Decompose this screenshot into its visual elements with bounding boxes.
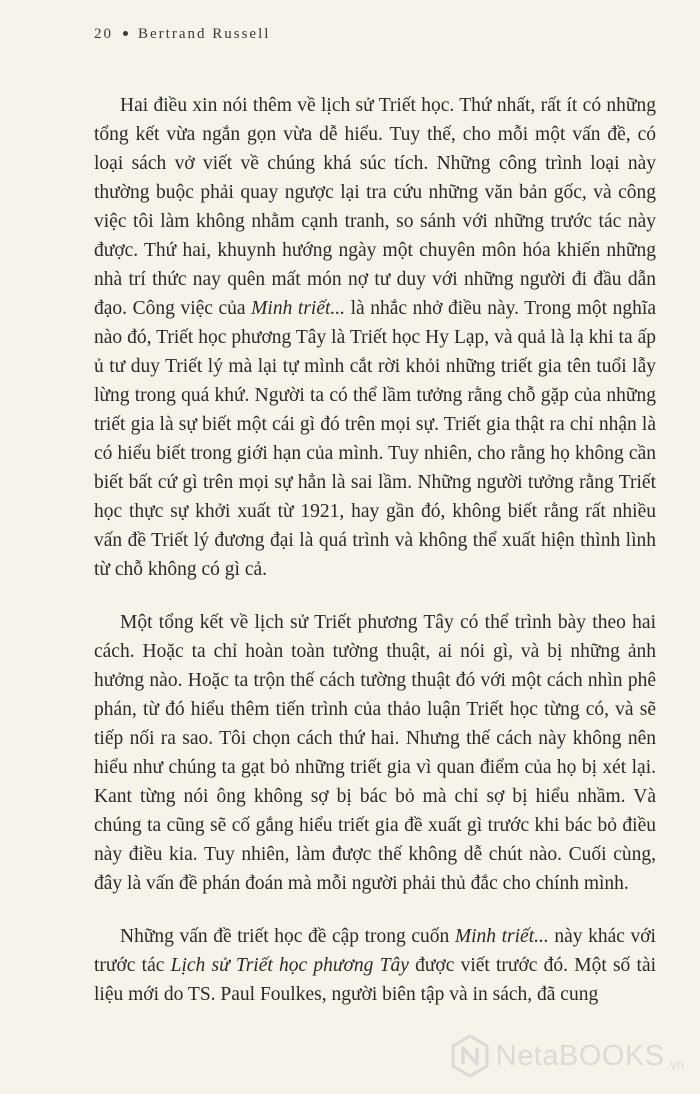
page-number: 20: [94, 26, 113, 42]
paragraph-2: [94, 608, 656, 898]
paragraph-3-text-cont: này khác với trước tác: [94, 926, 656, 976]
author-name: Bertrand Russell: [138, 26, 271, 42]
book-title-italic: Minh triết...: [454, 926, 549, 947]
running-head: [94, 26, 270, 43]
paragraph-1-text-cont: là nhắc nhở điều này. Trong một nghĩa nào đó, Triết học phương Tây là Triết học Hy Lạp, và quả là lạ khi ta ấp ủ tư duy Triết lý mà lại tự mình cắt rời khỏi những triết gia tên tuổi lẫy lừng trong quá khứ. Người ta có thể lầm tưởng rằng chỗ gặp của những triết gia là sự biết một cái gì đó trên mọi sự. Triết gia thật ra chỉ nhận là có hiểu biết trong giới hạn của mình. Tuy nhiên, cho rằng họ không cần biết bất cứ gì trên mọi sự hẳn là sai lầm. Những người tưởng rằng Triết học thực sự khởi xuất từ 1921, hay gần đó, không biết rằng rất nhiều vấn đề Triết lý đương đại là quá trình và không thể xuất hiện thình lình từ chỗ không có gì cả.: [94, 298, 656, 580]
body-text: [94, 91, 656, 1033]
paragraph-3: [94, 922, 656, 1009]
watermark-suffix: .vn: [666, 1057, 684, 1072]
paragraph-1-text: Hai điều xin nói thêm về lịch sử Triết học. Thứ nhất, rất ít có những tổng kết vừa ngắn gọn vừa dễ hiểu. Tuy thế, cho mỗi một vấn đề, có loại sách vở viết về chúng khá súc tích. Những công trình loại này thường buộc phải quay ngược lại tra cứu những văn bản gốc, và công việc tôi làm không nhằm cạnh tranh, so sánh với những trước tác này được. Thứ hai, khuynh hướng ngày một chuyên môn hóa khiến những nhà trí thức nay quên mất món nợ tư duy với những người đi đầu dẫn đạo. Công việc của: [94, 95, 656, 319]
book-title-italic: Minh triết...: [251, 298, 346, 319]
paragraph-3-text: Những vấn đề triết học đề cập trong cuốn: [120, 926, 455, 947]
netabooks-logo-icon: [450, 1034, 490, 1078]
paragraph-2-text: Một tổng kết về lịch sử Triết phương Tây có thể trình bày theo hai cách. Hoặc ta chỉ hoàn toàn tường thuật, ai nói gì, và bị những ảnh hưởng nào. Hoặc ta trộn thế cách tường thuật đó với một cách nhìn phê phán, từ đó hiểu thêm tiến trình của thảo luận Triết học từng có, và sẽ tiếp nối ra sao. Tôi chọn cách thứ hai. Nhưng thế cách này không nên hiểu như chúng ta gạt bỏ những triết gia vì quan điểm của họ bị xét lại. Kant từng nói ông không sợ bị bác bỏ mà chỉ sợ bị hiểu nhầm. Và chúng ta cũng sẽ cố gắng hiểu triết gia đề xuất gì trước khi bác bỏ điều này điều kia. Tuy nhiên, làm được thế không dễ chút nào. Cuối cùng, đây là vấn đề phán đoán mà mỗi người phải thủ đắc cho chính mình.: [94, 612, 656, 894]
paragraph-3-text-end: được viết trước đó. Một số tài liệu mới do TS. Paul Foulkes, người biên tập và in sách, đã cung: [94, 955, 657, 1005]
bullet-separator: [123, 31, 128, 36]
paragraph-1: [94, 91, 656, 584]
book-title-italic-2: Lịch sử Triết học phương Tây: [170, 955, 409, 976]
watermark-brand: NetaBOOKS: [495, 1039, 665, 1072]
watermark: [450, 1034, 684, 1078]
